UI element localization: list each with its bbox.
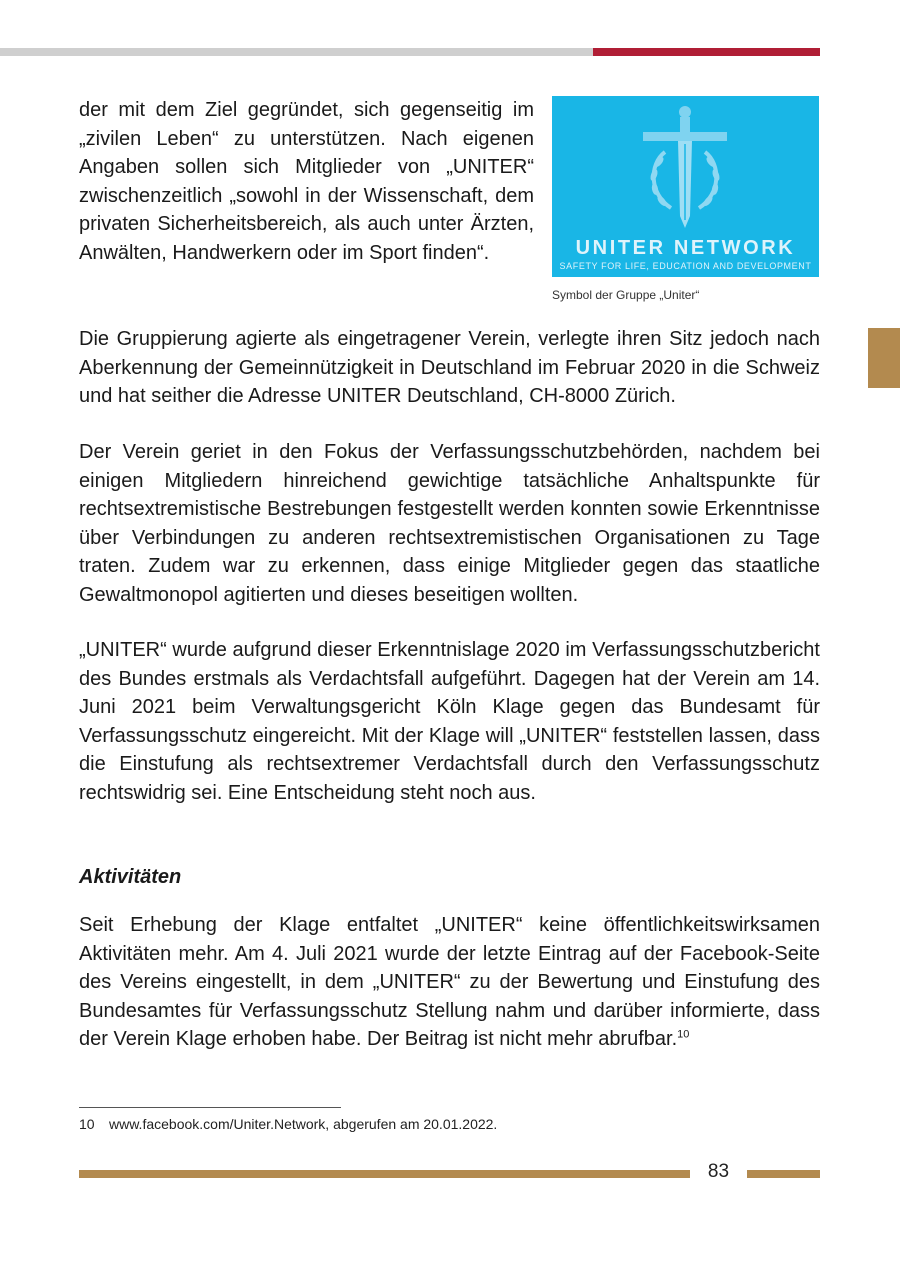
body-paragraph-3: „UNITER“ wurde aufgrund dieser Erkenntnislage 2020 im Verfassungsschutzbericht des Bundes erstmals als Verdachtsfall aufgeführt. Dagegen hat der Verein am 14. Juni 2021 beim Verwaltungsgericht Köln Klage gegen das Bundesamt für Verfassungsschutz eingereicht. Mit der Klage will „UNITER“ feststellen lassen, dass die Einstufung als rechtsextremer Verdachtsfall durch den Verfassungsschutz rechtswidrig sei. Eine Entscheidung steht noch aus. — [79, 639, 820, 804]
footnote — [79, 1116, 497, 1132]
uniter-logo-figure — [552, 96, 819, 277]
footnote-text: www.facebook.com/Uniter.Network, abgerufen am 20.01.2022. — [109, 1116, 498, 1132]
figure-caption: Symbol der Gruppe „Uniter“ — [552, 288, 700, 302]
logo-tagline: SAFETY FOR LIFE, EDUCATION AND DEVELOPMENT — [559, 261, 812, 271]
body-paragraph-1: Die Gruppierung agierte als eingetragener Verein, verlegte ihren Sitz jedoch nach Aberkennung der Gemeinnützigkeit in Deutschland im Februar 2020 in die Schweiz und hat seither die Adresse UNITER Deutschland, CH-8000 Zürich. — [79, 328, 820, 407]
body-paragraph-2: Der Verein geriet in den Fokus der Verfassungsschutzbehörden, nachdem bei einigen Mitgliedern hinreichend gewichtige tatsächliche Anhaltspunkte für rechtsextremistische Bestrebungen festgestellt werden konnten sowie Erkenntnisse über Verbindungen zu anderen rechtsextremistischen Organisationen zu Tage traten. Zudem war zu erkennen, dass einige Mitglieder gegen das staatliche Gewaltmonopol agitierten und dieses beseitigen wollten. — [79, 441, 820, 606]
logo-title: UNITER NETWORK — [575, 237, 796, 259]
sword-wreath-emblem-icon — [635, 104, 735, 232]
page-number: 83 — [707, 1161, 730, 1182]
top-rule-red — [593, 48, 820, 56]
section-paragraph — [79, 911, 820, 1054]
footnote-reference[interactable]: 10 — [677, 1028, 690, 1041]
top-rule-gray — [0, 48, 593, 56]
footnote-number: 10 — [79, 1116, 95, 1132]
footnote-divider — [79, 1107, 341, 1108]
intro-paragraph: der mit dem Ziel gegründet, sich gegenseitig im „zivilen Leben“ zu unterstützen. Nach eigenen Angaben sollen sich Mitglieder von „UNITER“ zwischenzeitlich „sowohl in der Wissenschaft, dem privaten Sicherheitsbereich, als auch unter Ärzten, Anwälten, Handwerkern oder im Sport finden“. — [79, 99, 534, 264]
section-paragraph-text: Seit Erhebung der Klage entfaltet „UNITER“ keine öffentlichkeitswirksamen Aktivitäten mehr. Am 4. Juli 2021 wurde der letzte Eintrag auf der Facebook-Seite des Vereins eingestellt, in dem „UNITER“ zu der Bewertung und Einstufung des Bundesamtes für Verfassungsschutz Stellung nahm und darüber informierte, dass der Verein Klage erhoben habe. Der Beitrag ist nicht mehr abrufbar. — [79, 914, 820, 1050]
bottom-rule-right — [747, 1170, 820, 1178]
section-heading: Aktivitäten — [79, 866, 182, 888]
chapter-side-tab — [868, 328, 900, 388]
bottom-rule-left — [79, 1170, 690, 1178]
